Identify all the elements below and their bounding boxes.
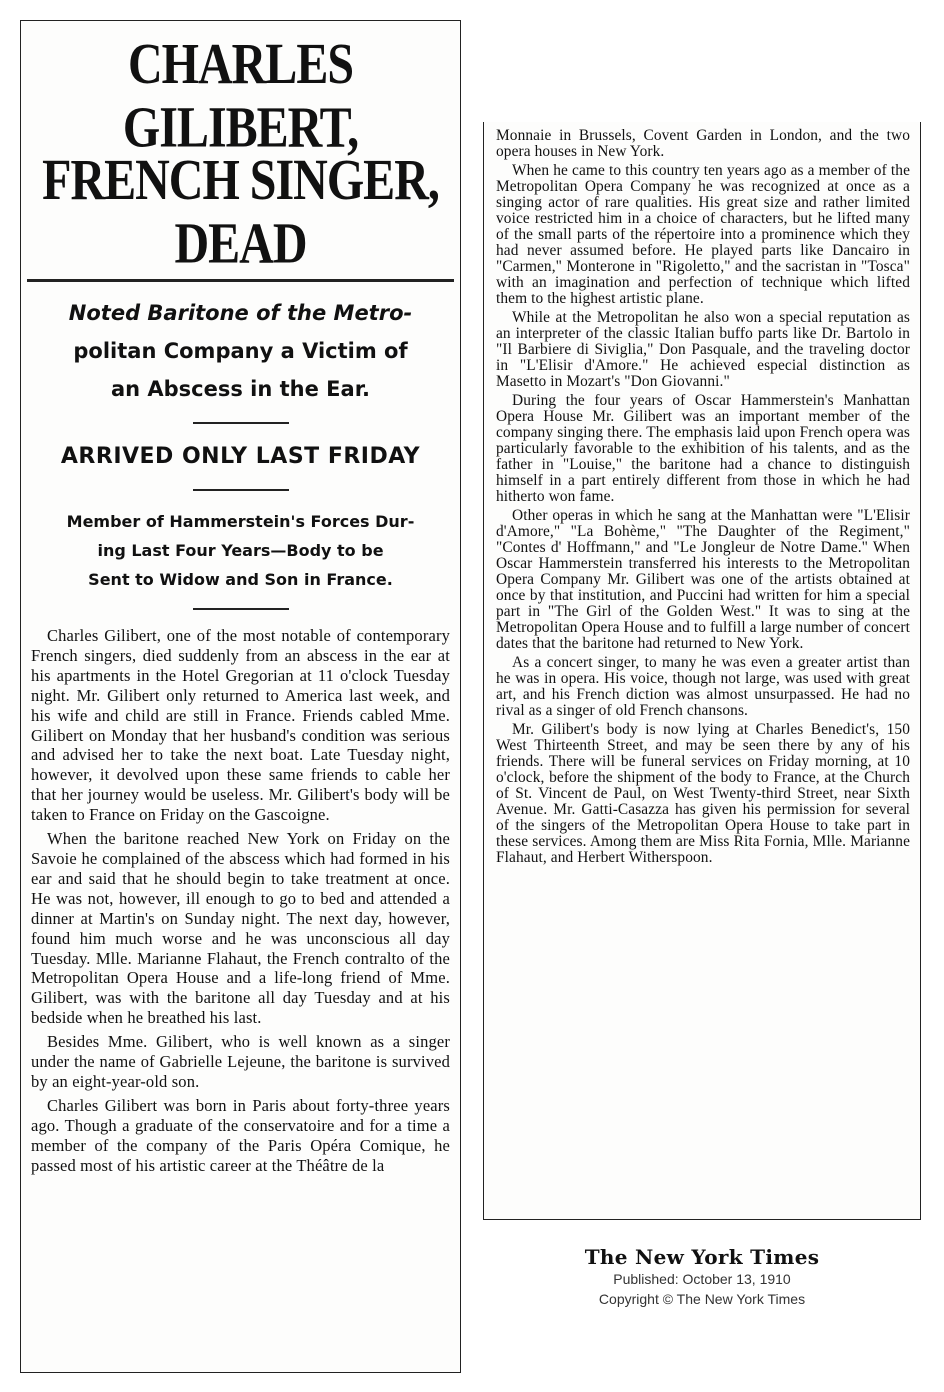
paragraph: Charles Gilibert, one of the most notable of contemporary French singers, died suddenly from an abscess in the ear at his apartments in the Hotel Gregorian at 11 o'clock Tuesday night. Mr. Gilibert only returned to America last week, and his wife and child are still in France. Friends cabled Mme. Gilibert on Monday that her husband's condition was serious and advised her to take the next boat. Late Tuesday night, however, it devolved upon these same friends to cable her that her journey would be useless. Mr. Gilibert's body will be taken to France on Friday on the Gascoigne. xyxy=(31,626,450,825)
deck-subhead-1 xyxy=(31,294,450,408)
deck-rule-1 xyxy=(193,422,289,424)
headline-line-2: FRENCH SINGER, DEAD xyxy=(42,147,439,276)
paragraph: When the baritone reached New York on Friday on the Savoie he complained of the abscess which had formed in his ear and said that he should begin to take treatment at once. He was not, however, ill enough to go to bed and attended a dinner at Martin's on Sunday night. The next day, however, found him much worse and he was unconscious all day Tuesday. Mlle. Marianne Flahaut, the French contralto of the Metropolitan Opera House and a life-long friend of Mme. Gilibert, was with the baritone all day Tuesday and at his bedside when he breathed his last. xyxy=(31,829,450,1028)
published-date: Published: October 13, 1910 xyxy=(613,1271,791,1287)
paragraph: As a concert singer, to many he was even a greater artist than he was in opera. His voice, though not large, was used with great art, and his French diction was almost unsurpassed. He had no rival as a singer of old French chansons. xyxy=(496,654,910,719)
article-body-col2 xyxy=(496,128,910,866)
deck1-line3: an Abscess in the Ear. xyxy=(110,377,371,401)
copyright-notice: Copyright © The New York Times xyxy=(598,1291,806,1307)
nyt-masthead-logo: The New York Times xyxy=(584,1245,820,1269)
paragraph: While at the Metropolitan he also won a special reputation as an interpreter of the classic Italian buffo parts like Dr. Bartolo in "Il Barbiere di Siviglia," Don Pasquale, and the traveling doctor in "L'Elisir d'Amore." He achieved especial distinction as Masetto in Mozart's "Don Giovanni." xyxy=(496,309,910,390)
deck-subhead-3 xyxy=(33,507,448,594)
publication-credit xyxy=(572,1245,832,1309)
article-column-1 xyxy=(20,20,461,1373)
article-body-col1 xyxy=(31,626,450,1175)
deck3-line1: Member of Hammerstein's Forces Dur- xyxy=(66,512,415,531)
article-column-2 xyxy=(483,122,921,1220)
paragraph-continuation: Monnaie in Brussels, Covent Garden in London, and the two opera houses in New York. xyxy=(496,127,910,160)
paragraph: Other operas in which he sang at the Manhattan were "L'Elisir d'Amore," "La Bohème," "The Daughter of the Regiment," "Contes d' Hoffmann," and "Le Jongleur de Notre Dame." When Oscar Hammerstein transferred his interests to the Metropolitan Opera Company Mr. Gilibert was one of the artists obtained at once by that institution, and Puccini had written for him a special part in "The Girl of the Golden West." It was to sing at the Metropolitan Opera House and to fulfill a large number of concert dates that the baritone had returned to New York. xyxy=(496,507,910,652)
deck3-line3: Sent to Widow and Son in France. xyxy=(88,570,393,589)
paragraph: When he came to this country ten years ago as a member of the Metropolitan Opera Company he was recognized at once as a singing actor of rare qualities. His great size and rather limited voice restricted him in a choice of characters, but he lifted many of the small parts of the répertoire into a prominence which they had never assumed before. He played parts like Dancairo in "Carmen," Monterone in "Rigoletto," and the sacristan in "Tosca" with an imagination and perfection of technique which lifted them to the highest artistic plane. xyxy=(496,162,910,307)
paragraph: Besides Mme. Gilibert, who is well known as a singer under the name of Gabrielle Lejeune, the baritone is survived by an eight-year-old son. xyxy=(31,1032,450,1091)
deck1-italic: Noted Baritone xyxy=(68,301,249,325)
deck-rule-3 xyxy=(193,608,289,610)
headline-rule xyxy=(27,279,454,282)
deck-rule-2 xyxy=(193,489,289,491)
deck3-line2: ing Last Four Years—Body to be xyxy=(97,541,384,560)
paragraph: Mr. Gilibert's body is now lying at Charles Benedict's, 150 West Thirteenth Street, and may be seen there by any of his friends. There will be funeral services on Friday morning, at 10 o'clock, before the shipment of the body to France, at the Church of St. Vincent de Paul, on West Twenty-third Street, near Sixth Avenue. Mr. Gatti-Casazza has given his permission for several of the singers of the Metropolitan Opera House to take part in these services. Among them are Miss Rita Fornia, Mlle. Marianne Flahaut, and Herbert Witherspoon. xyxy=(496,721,910,866)
deck1-line2: politan Company a Victim of xyxy=(73,339,408,363)
paragraph: During the four years of Oscar Hammerstein's Manhattan Opera House Mr. Gilibert was an important member of the company singing there. The emphasis laid upon French opera was particularly favorable to the exhibition of his talents, and as the father in "Louise," the baritone had a chance to distinguish himself in a part entirely different from those in which he had hitherto won fame. xyxy=(496,392,910,505)
paragraph: Charles Gilibert was born in Paris about forty-three years ago. Though a graduate of the conservatoire and for a time a member of the company of the Paris Opéra Comique, he passed most of his artistic career at the Théâtre de la xyxy=(31,1095,450,1175)
deck-subhead-2: ARRIVED ONLY LAST FRIDAY xyxy=(60,444,421,469)
headline-line-1: CHARLES GILIBERT, xyxy=(122,31,359,160)
deck1-line1-rest: of the Metro- xyxy=(248,301,413,325)
